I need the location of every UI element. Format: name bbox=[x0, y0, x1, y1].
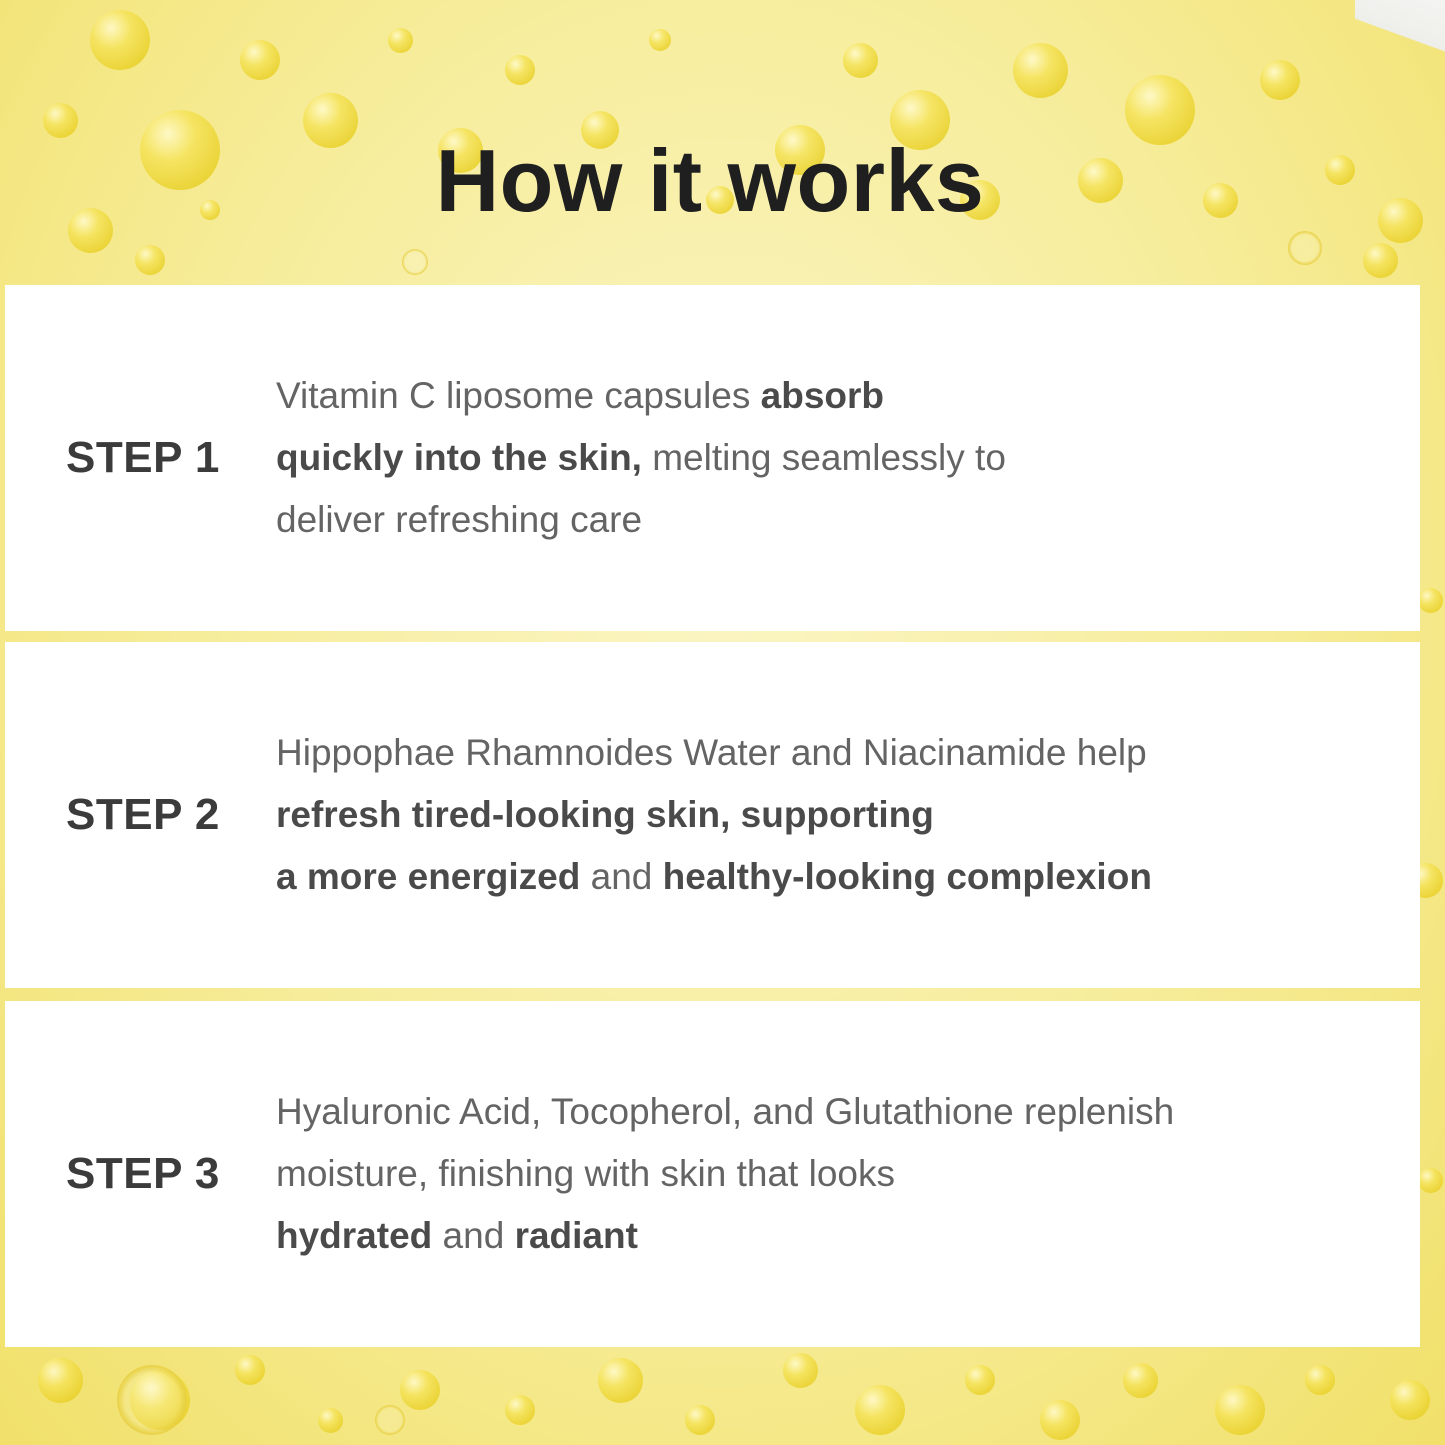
bubble-decoration bbox=[1418, 588, 1443, 613]
bubble-decoration bbox=[783, 1353, 818, 1388]
bubble-decoration bbox=[388, 28, 413, 53]
bubble-decoration bbox=[965, 1365, 995, 1395]
bubble-decoration bbox=[855, 1385, 905, 1435]
bubble-decoration bbox=[1040, 1400, 1080, 1440]
step-description bbox=[276, 722, 1386, 908]
emphasis-text: a more energized bbox=[276, 856, 581, 897]
bubble-decoration bbox=[649, 29, 671, 51]
step-description-line bbox=[276, 722, 1386, 784]
bubble-decoration bbox=[1215, 1385, 1265, 1435]
bubble-decoration bbox=[685, 1405, 715, 1435]
bubble-decoration bbox=[1390, 1380, 1430, 1420]
step-label: STEP 1 bbox=[66, 433, 220, 482]
step-description-line bbox=[276, 489, 1386, 551]
step-description-line bbox=[276, 1143, 1386, 1205]
bubble-ring-decoration bbox=[375, 1405, 405, 1435]
step-label: STEP 3 bbox=[66, 1149, 220, 1198]
emphasis-text: healthy-looking complexion bbox=[662, 856, 1152, 897]
body-text: deliver refreshing care bbox=[276, 499, 643, 540]
bubble-decoration bbox=[505, 1395, 535, 1425]
bubble-decoration bbox=[235, 1355, 265, 1385]
body-text: and bbox=[432, 1215, 515, 1256]
emphasis-text: absorb bbox=[760, 375, 885, 416]
bubble-decoration bbox=[1305, 1365, 1335, 1395]
emphasis-text: hydrated bbox=[276, 1215, 433, 1256]
body-text: melting seamlessly to bbox=[641, 437, 1006, 478]
step-description-line bbox=[276, 1081, 1386, 1143]
step-description-line bbox=[276, 427, 1386, 489]
bubble-decoration bbox=[38, 1358, 83, 1403]
step-description bbox=[276, 1081, 1386, 1267]
step-description-line bbox=[276, 1205, 1386, 1267]
body-text: Hyaluronic Acid, Tocopherol, and Glutathione replenish bbox=[276, 1091, 1175, 1132]
emphasis-text: refresh tired-looking skin, supporting bbox=[276, 794, 934, 835]
bubble-decoration bbox=[400, 1370, 440, 1410]
bubble-decoration bbox=[1123, 1363, 1158, 1398]
body-text: Hippophae Rhamnoides Water and Niacinamide help bbox=[276, 732, 1147, 773]
step-card bbox=[5, 285, 1420, 631]
bubble-decoration bbox=[90, 10, 150, 70]
bubble-decoration bbox=[1418, 1168, 1443, 1193]
emphasis-text: quickly into the skin, bbox=[276, 437, 642, 478]
step-description-line bbox=[276, 846, 1386, 908]
bubble-ring-decoration bbox=[402, 249, 428, 275]
body-text: Vitamin C liposome capsules bbox=[276, 375, 761, 416]
emphasis-text: radiant bbox=[514, 1215, 638, 1256]
bubble-decoration bbox=[1013, 43, 1068, 98]
bubble-decoration bbox=[1260, 60, 1300, 100]
bubble-decoration bbox=[598, 1358, 643, 1403]
step-description-line bbox=[276, 365, 1386, 427]
step-description-line bbox=[276, 784, 1386, 846]
step-card bbox=[5, 1001, 1420, 1347]
step-card bbox=[5, 642, 1420, 988]
body-text: moisture, finishing with skin that looks bbox=[276, 1153, 895, 1194]
bubble-decoration bbox=[135, 245, 165, 275]
bubble-decoration bbox=[318, 1408, 343, 1433]
page-corner-fold bbox=[1355, 0, 1445, 60]
page-title: How it works bbox=[435, 131, 985, 230]
body-text: and bbox=[580, 856, 663, 897]
bubble-decoration bbox=[240, 40, 280, 80]
bubble-ring-decoration bbox=[117, 1365, 187, 1435]
bubble-decoration bbox=[505, 55, 535, 85]
bubble-decoration bbox=[843, 43, 878, 78]
step-label: STEP 2 bbox=[66, 790, 220, 839]
step-description bbox=[276, 365, 1386, 551]
bubble-decoration bbox=[1363, 243, 1398, 278]
bubble-ring-decoration bbox=[1288, 231, 1322, 265]
